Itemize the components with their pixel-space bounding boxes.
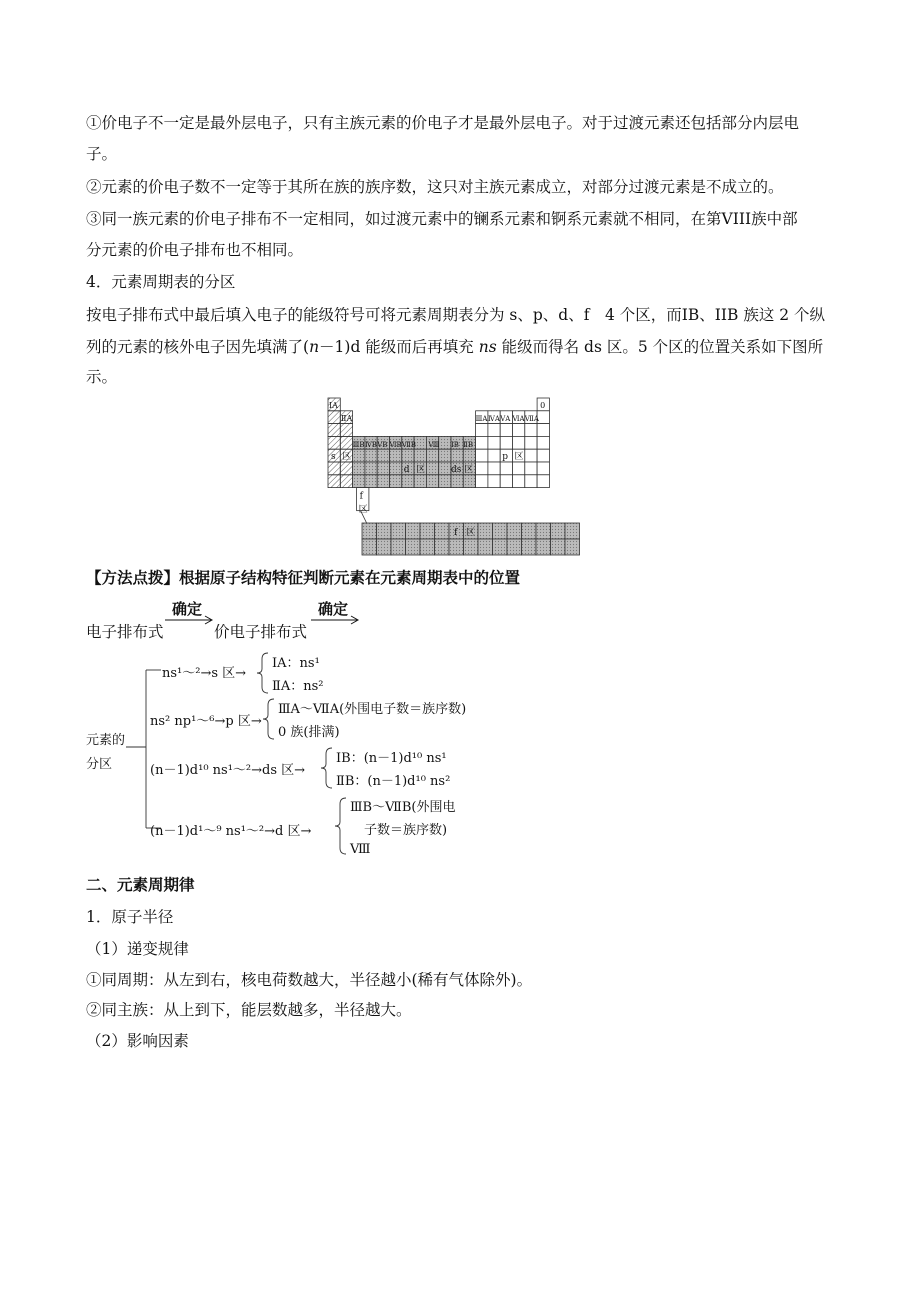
label-IVA: ⅣA <box>487 415 500 423</box>
table-cell <box>525 475 537 488</box>
table-cell <box>525 449 537 462</box>
table-cell <box>537 436 549 449</box>
table-cell <box>439 475 451 488</box>
f-block-cell <box>464 539 479 555</box>
note-line-5: 分元素的价电子排布也不相同。 <box>86 241 304 259</box>
f-block-cell <box>536 523 551 539</box>
section-heading-4: 4．元素周期表的分区 <box>86 273 236 291</box>
table-cell <box>402 449 414 462</box>
f-block-cell <box>377 523 392 539</box>
label-IIIB: ⅢB <box>352 441 365 449</box>
section4-line-3: 示。 <box>86 368 118 386</box>
label-IIA: ⅡA <box>341 414 353 423</box>
label-f2: f <box>454 528 458 538</box>
table-cell <box>426 462 438 475</box>
label-ds_qu: 区 <box>464 464 474 475</box>
table-cell <box>500 475 512 488</box>
f-block-cell <box>391 523 406 539</box>
label-d_qu: 区 <box>416 464 426 475</box>
table-cell <box>439 449 451 462</box>
label-VIIA: ⅦA <box>524 415 539 423</box>
label-VIIB: ⅦB <box>401 441 416 449</box>
label-d: d <box>403 464 410 475</box>
table-cell <box>390 475 402 488</box>
table-cell <box>537 449 549 462</box>
table-cell <box>426 475 438 488</box>
f-block-cell <box>391 539 406 555</box>
s-block-row: ns¹～²→s 区→ <box>162 666 247 681</box>
table-cell <box>500 462 512 475</box>
label-IA: ⅠA <box>329 401 338 410</box>
table-cell <box>377 449 389 462</box>
p-block-row: ns² np¹～⁶→p 区→ <box>150 714 262 729</box>
f-block-cell <box>551 539 566 555</box>
tree-root-line-2: 分区 <box>86 757 113 772</box>
table-cell <box>328 411 340 424</box>
table-cell <box>488 475 500 488</box>
s-block-item-2: ⅡA：ns² <box>272 679 324 694</box>
label-VB: ⅤB <box>377 441 388 449</box>
method-title: 【方法点拨】根据原子结构特征判断元素在元素周期表中的位置 <box>86 568 521 587</box>
label-IIIA: ⅢA <box>475 415 488 423</box>
periodic-table-diagram <box>326 396 586 558</box>
method-from: 电子排布式 <box>86 623 164 641</box>
f-block-cell <box>551 523 566 539</box>
table-cell <box>328 424 340 437</box>
table-cell <box>439 436 451 449</box>
label-IB: ⅠB <box>451 441 459 449</box>
d-block-item-1b: 子数＝族序数) <box>364 823 448 838</box>
p-block-item-1: ⅢA～ⅦA(外围电子数＝族序数) <box>278 702 467 717</box>
f-block-cell <box>420 523 435 539</box>
table-cell <box>537 462 549 475</box>
table-cell <box>340 475 352 488</box>
d-block-item-2: Ⅷ <box>350 842 371 857</box>
table-cell <box>353 475 365 488</box>
arrow-label-2: 确定 <box>318 600 349 618</box>
f-block-cell <box>449 539 464 555</box>
f-block-cell <box>362 523 377 539</box>
f-block-cell <box>493 539 508 555</box>
d-block-item-1a: ⅢB～ⅦB(外围电 <box>350 800 456 815</box>
table-cell <box>439 462 451 475</box>
f-block-cell <box>377 539 392 555</box>
table-cell <box>340 462 352 475</box>
p-block-item-2: 0 族(排满) <box>278 725 340 740</box>
rule-line-1: ①同周期：从左到右，核电荷数越大，半径越小(稀有气体除外)。 <box>86 971 533 989</box>
section-heading-2: 二、元素周期律 <box>86 875 195 894</box>
f-block-cell <box>507 523 522 539</box>
table-cell <box>476 475 488 488</box>
table-cell <box>525 424 537 437</box>
table-cell <box>525 462 537 475</box>
tree-root-line-1: 元素的 <box>86 733 126 748</box>
f-block-cell <box>435 523 450 539</box>
label-IIB: ⅡB <box>463 441 474 449</box>
f-block-cell <box>522 539 537 555</box>
table-cell <box>500 424 512 437</box>
subsection-1-2: （2）影响因素 <box>86 1032 189 1050</box>
subsection-1: 1．原子半径 <box>86 908 174 926</box>
f-block-cell <box>536 539 551 555</box>
d-block-row: (n－1)d¹～⁹ ns¹～²→d 区→ <box>150 824 312 839</box>
table-cell <box>537 411 549 424</box>
f-block-cell <box>493 523 508 539</box>
table-cell <box>402 475 414 488</box>
table-cell <box>500 436 512 449</box>
label-p: p <box>502 452 508 462</box>
table-cell <box>426 449 438 462</box>
note-line-3: ②元素的价电子数不一定等于其所在族的族序数，这只对主族元素成立，对部分过渡元素是不成立的。 <box>86 178 784 196</box>
arrow-label-1: 确定 <box>172 600 203 618</box>
table-cell <box>513 436 525 449</box>
label-f_qu: 区 <box>358 505 368 516</box>
table-cell <box>488 449 500 462</box>
f-block-cell <box>420 539 435 555</box>
table-cell <box>537 424 549 437</box>
ds-block-row: (n－1)d¹⁰ ns¹～²→ds 区→ <box>150 763 306 778</box>
table-cell <box>328 436 340 449</box>
table-cell <box>340 424 352 437</box>
f-block-cell <box>522 523 537 539</box>
label-f: f <box>359 491 363 502</box>
table-cell <box>513 462 525 475</box>
label-VIA: ⅥA <box>512 415 525 423</box>
ds-block-item-2: ⅡB：(n－1)d¹⁰ ns² <box>336 774 451 789</box>
table-cell <box>414 475 426 488</box>
label-VIB: ⅥB <box>389 441 402 449</box>
label-zero: 0 <box>540 401 546 410</box>
note-line-2: 子。 <box>86 145 118 163</box>
f-block-cell <box>478 539 493 555</box>
method-mid: 价电子排布式 <box>214 623 308 641</box>
section4-line-2: 列的元素的核外电子因先填满了(n－1)d 能级而后再填充 ns 能级而得名 ds 区。5 个区的位置关系如下图所 <box>86 338 824 356</box>
table-cell <box>476 424 488 437</box>
table-cell <box>328 462 340 475</box>
label-f2_qu: 区 <box>466 528 476 538</box>
f-block-cell <box>362 539 377 555</box>
table-cell <box>463 449 475 462</box>
label-s: s <box>331 452 336 462</box>
f-block-cell <box>565 523 580 539</box>
table-cell <box>476 462 488 475</box>
note-line-1: ①价电子不一定是最外层电子，只有主族元素的价电子才是最外层电子。对于过渡元素还包括部分内层电 <box>86 114 800 132</box>
table-cell <box>488 462 500 475</box>
label-VIII: Ⅷ <box>428 441 440 449</box>
table-cell <box>537 475 549 488</box>
arrow-2-icon <box>311 615 361 625</box>
f-block-cell <box>435 539 450 555</box>
f-block-cell <box>478 523 493 539</box>
table-cell <box>390 462 402 475</box>
f-block-cell <box>565 539 580 555</box>
table-cell <box>476 436 488 449</box>
f-block-cell <box>406 539 421 555</box>
table-cell <box>365 462 377 475</box>
table-cell <box>513 424 525 437</box>
label-VA: ⅤA <box>500 415 511 423</box>
table-cell <box>353 462 365 475</box>
table-cell <box>488 436 500 449</box>
table-cell <box>365 449 377 462</box>
arrow-1-icon <box>165 615 215 625</box>
label-ds: ds <box>451 464 462 475</box>
table-cell <box>451 475 463 488</box>
table-cell <box>390 449 402 462</box>
table-cell <box>377 475 389 488</box>
subsection-1-1: （1）递变规律 <box>86 940 189 958</box>
rule-line-2: ②同主族：从上到下，能层数越多，半径越大。 <box>86 1001 412 1019</box>
label-IVB: ⅣB <box>364 441 378 449</box>
table-cell <box>414 449 426 462</box>
table-cell <box>488 424 500 437</box>
table-cell <box>463 475 475 488</box>
table-cell <box>525 436 537 449</box>
table-cell <box>476 449 488 462</box>
table-cell <box>365 475 377 488</box>
label-p_qu: 区 <box>514 452 524 462</box>
table-cell <box>377 462 389 475</box>
f-block-cell <box>406 523 421 539</box>
f-block-cell <box>507 539 522 555</box>
table-cell <box>328 475 340 488</box>
table-cell <box>513 475 525 488</box>
label-s_qu: 区 <box>342 452 352 462</box>
section4-line-1: 按电子排布式中最后填入电子的能级符号可将元素周期表分为 s、p、d、f 4 个区，而IB、IIB 族这 2 个纵 <box>86 306 826 324</box>
table-cell <box>340 436 352 449</box>
note-line-4: ③同一族元素的价电子排布不一定相同，如过渡元素中的镧系元素和锕系元素就不相同，在第VIII族中部 <box>86 210 798 228</box>
ds-block-item-1: ⅠB：(n－1)d¹⁰ ns¹ <box>336 751 447 766</box>
s-block-item-1: ⅠA：ns¹ <box>272 656 320 671</box>
table-cell <box>451 449 463 462</box>
table-cell <box>353 449 365 462</box>
